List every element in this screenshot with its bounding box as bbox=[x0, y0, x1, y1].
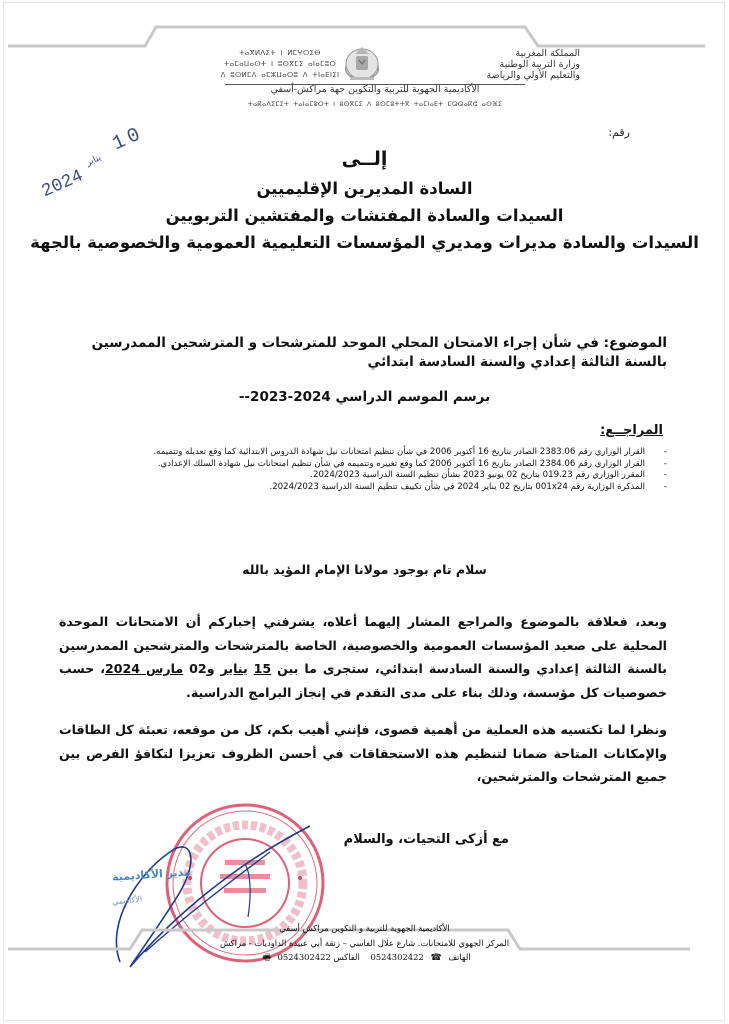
fax-label: الفاكس bbox=[333, 952, 360, 962]
date-stamp-day: 10 bbox=[109, 122, 148, 157]
body-text: ، حسب خصوصيات كل مؤسسة، وذلك بناء على مدى التقدم في إنجاز البرامج الدراسية. bbox=[59, 661, 667, 700]
body-text: و bbox=[206, 661, 221, 676]
coat-of-arms-icon bbox=[340, 42, 384, 82]
salutation: سلام تام بوجود مولانا الإمام المؤيد بالله bbox=[242, 562, 487, 577]
letterhead bbox=[200, 40, 580, 120]
signature-subtitle: الأكاديمي bbox=[111, 894, 143, 907]
letterhead-tifinagh bbox=[200, 48, 360, 81]
closing-line: مع أزكى التحيات، والسلام bbox=[343, 832, 509, 847]
tifinagh-line: ⵜⴰⴳⵍⴷⵉⵜ ⵏ ⵍⵎⵖⵔⵉⴱ bbox=[239, 49, 321, 57]
fax-icon: 🖷 bbox=[262, 953, 271, 963]
reference-text: المذكرة الوزارية رقم 001x24 بتاريخ 02 يناير 2024 في شأن تكييف تنظيم السنة الدراسية 2024/2023. bbox=[269, 481, 645, 492]
reference-text: القرار الوزاري رقم 2384.06 الصادر بتاريخ 16 أكتوبر 2006 كما وقع تغييره وتتميمه في شأن تنظيم امتحانات نيل شهادة السلك الإعدادي. bbox=[157, 458, 645, 469]
phone-label: الهاتف bbox=[448, 952, 471, 962]
subject-line: الموضوع: في شأن إجراء الامتحان المحلي الموحد للمترشحات و المترشحين الممدرسين بالسنة الثالثة إعدادي والسنة السادسة ابتدائي bbox=[91, 335, 667, 370]
reference-text: القرار الوزاري رقم 2383.06 الصادر بتاريخ 16 أكتوبر 2006 في شأن تنظيم امتحانات نيل شهادة الدروس الابتدائية كما وقع تعديله وتتميمه. bbox=[153, 447, 645, 457]
end-day: 02 bbox=[189, 661, 207, 676]
recipient-line: السيدات والسادة مديرات ومديري المؤسسات التعليمية العمومية والخصوصية بالجهة bbox=[30, 233, 699, 252]
reference-text: المقرر الوزاري رقم 019.23 بتاريخ 02 يونيو 2023 بشأن تنظيم السنة الدراسية 2024/2023. bbox=[310, 470, 645, 481]
reference-item: - المقرر الوزاري رقم 019.23 بتاريخ 02 يونيو 2023 بشأن تنظيم السنة الدراسية 2024/2023. bbox=[310, 470, 667, 481]
tifinagh-line: ⵜⴰⵎⴰⵡⴰⵙⵜ ⵏ ⵓⵙⴳⵎⵉ ⴰⵏⴰⵎⵓⵔ bbox=[223, 60, 337, 68]
references-list bbox=[27, 447, 667, 493]
body-text: ، ستجرى ما بين bbox=[271, 661, 380, 676]
arabic-line: المملكة المغربية bbox=[515, 48, 580, 59]
footer bbox=[0, 921, 729, 966]
end-date: مارس 2024 bbox=[104, 661, 184, 676]
body-emphasis: بالمترشحات والمترشحين الممدرسين بالسنة الثالثة إعدادي والسنة السادسة ابتدائي bbox=[59, 637, 667, 676]
reference-item: - القرار الوزاري رقم 2383.06 الصادر بتاريخ 16 أكتوبر 2006 في شأن تنظيم امتحانات نيل شهادة الدروس الابتدائية كما وقع تعديله وتتميمه. bbox=[153, 447, 667, 457]
to-heading: إلــى bbox=[341, 148, 388, 170]
footer-contact bbox=[0, 950, 729, 966]
arabic-line: وزارة التربية الوطنية bbox=[499, 59, 580, 70]
signature-title: مدير الأكاديمية bbox=[111, 865, 192, 884]
start-day: 15 bbox=[253, 661, 272, 676]
reference-item: - القرار الوزاري رقم 2384.06 الصادر بتاريخ 16 أكتوبر 2006 كما وقع تغييره وتتميمه في شأن تنظيم امتحانات نيل شهادة السلك الإعدادي. bbox=[157, 458, 667, 469]
date-stamp-month: يناير bbox=[84, 152, 103, 169]
body-paragraph-2: ونظرا لما تكتسيه هذه العملية من أهمية قصوى، فإنني أهيب بكم، كل من موقعه، تعبئة كل الطاقات والإمكانات المتاحة ضمانا لتنظيم هذه الاستحقاقات في أحسن الظروف تعزيزا لتكافؤ الفرص بين جميع المترشحات والمترشحين، bbox=[59, 722, 667, 784]
school-year-line: برسم الموسم الدراسي 2024-2023-- bbox=[238, 389, 491, 405]
recipient-line: السادة المديرين الإقليميين bbox=[256, 179, 473, 198]
arabic-line: والتعليم الأولي والرياضة bbox=[486, 70, 580, 81]
body-paragraph-1 bbox=[59, 610, 667, 704]
academy-name: الأكاديمية الجهوية للتربية والتكوين جهة مراكش-أسفي bbox=[270, 84, 480, 95]
phone-number: 0524302422 bbox=[370, 952, 424, 962]
date-stamp-year: 2024 bbox=[38, 166, 87, 203]
references-title: المراجــع: bbox=[600, 423, 663, 438]
body-text: وبعد، فعلاقة بالموضوع والمراجع المشار إليهما أعلاه، يشرفني إخباركم أن الامتحانات الموحدة المحلية على صعيد المؤسسات العمومية والخصوصية، الخاصة bbox=[59, 614, 667, 653]
letterhead-arabic bbox=[420, 48, 580, 81]
fax-number: 0524302422 bbox=[277, 952, 331, 962]
start-month: يناير bbox=[220, 661, 248, 676]
academy-name-tifinagh: ⵜⴰⴽⴰⴷⵉⵎⵉⵜ ⵜⴰⵏⴰⵎⵓⵔⵜ ⵏ ⵓⵙⴳⵎⵉ ⴷ ⵓⵙⵎⵓⵜⵜⴳ ⵜⴰⵎⵏⴰⴹⵜ ⵎⵕⵕⴰⴽⵛ ⴰⵙⴼⵉ bbox=[247, 100, 503, 108]
reference-item: - المذكرة الوزارية رقم 001x24 بتاريخ 02 يناير 2024 في شأن تكييف تنظيم السنة الدراسية 2024/2023. bbox=[269, 481, 667, 492]
recipient-line: السيدات والسادة المفتشات والمفتشين التربويين bbox=[165, 206, 564, 225]
phone-icon: ☎ bbox=[430, 953, 442, 963]
footer-address: المركز الجهوي للامتحانات. شارع علال الفاسي – زنقة أبي عبيدة الداوديات - مراكش bbox=[219, 937, 510, 948]
tifinagh-line: ⴷ ⵓⵙⵍⵎⴷ ⴰⵎⵣⵡⴰⵔⵓ ⴷ ⵜⵏⴰⴹⵏⵉⵏ bbox=[220, 71, 340, 79]
footer-academy: الأكاديمية الجهوية للتربية و التكوين مراكش أسفي bbox=[279, 923, 450, 933]
reference-number-label: رقم: bbox=[608, 126, 630, 139]
